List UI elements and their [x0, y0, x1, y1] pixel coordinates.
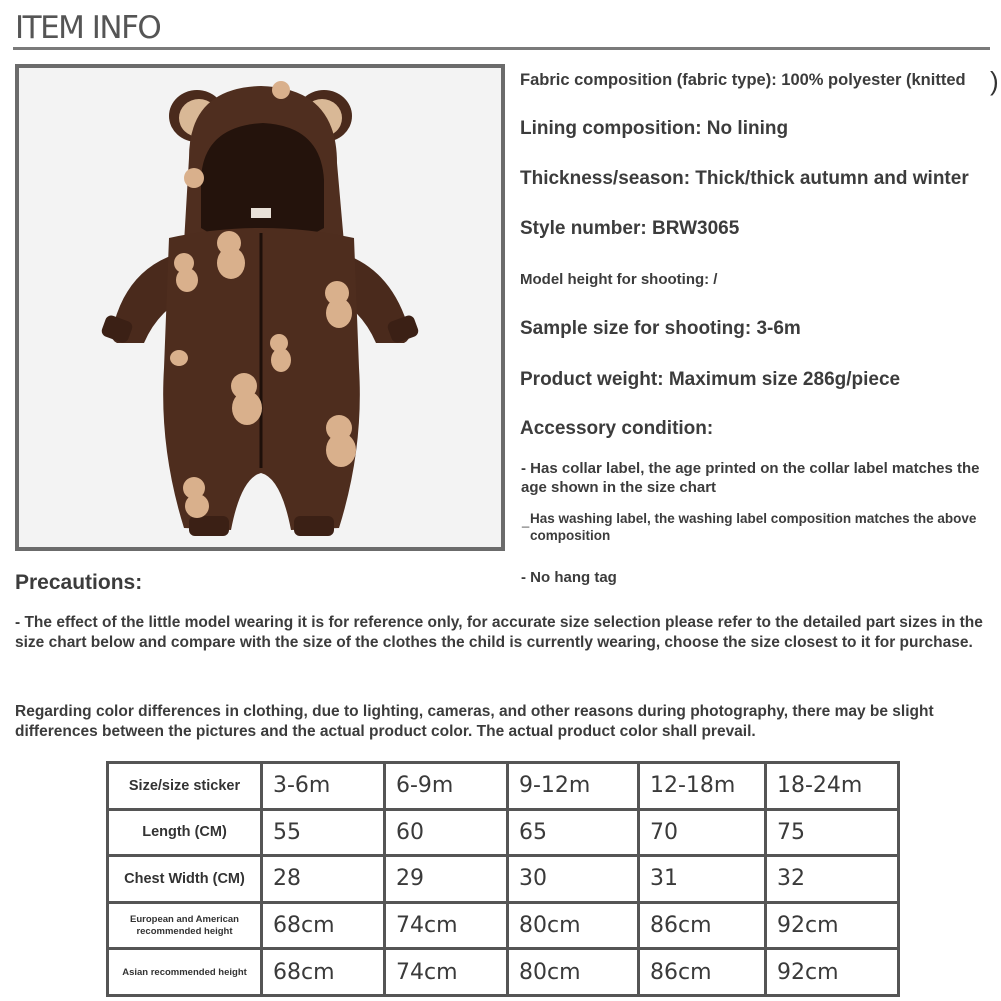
- table-cell: 12-18m: [639, 763, 766, 810]
- table-cell: 6-9m: [385, 763, 508, 810]
- table-cell: 3-6m: [262, 763, 385, 810]
- table-cell: 70: [639, 809, 766, 856]
- table-cell: 92cm: [766, 902, 899, 949]
- table-cell: 55: [262, 809, 385, 856]
- table-cell: 65: [508, 809, 639, 856]
- fabric-closing-paren: ): [990, 66, 999, 96]
- fabric-composition: Fabric composition (fabric type): 100% polyester (knitted: [520, 71, 966, 89]
- model-height: Model height for shooting: /: [520, 271, 718, 288]
- table-row: [108, 902, 899, 949]
- row-header: Chest Width (CM): [108, 856, 262, 903]
- table-cell: 32: [766, 856, 899, 903]
- table-cell: 9-12m: [508, 763, 639, 810]
- table-cell: 68cm: [262, 902, 385, 949]
- table-cell: 30: [508, 856, 639, 903]
- precaution-color-note: Regarding color differences in clothing, due to lighting, cameras, and other reasons during photography, there may be slight differences between the pictures and the actual product color. The actual product color shall prevail.: [15, 703, 934, 740]
- row-header: Size/size sticker: [108, 763, 262, 810]
- table-cell: 31: [639, 856, 766, 903]
- table-cell: 29: [385, 856, 508, 903]
- table-row: [108, 949, 899, 996]
- accessory-collar-label: - Has collar label, the age printed on the collar label matches the age shown in the size chart: [521, 460, 980, 496]
- table-row: [108, 809, 899, 856]
- sample-size: Sample size for shooting: 3-6m: [520, 318, 801, 339]
- table-row: [108, 763, 899, 810]
- table-cell: 75: [766, 809, 899, 856]
- table-cell: 86cm: [639, 902, 766, 949]
- table-cell: 92cm: [766, 949, 899, 996]
- table-cell: 74cm: [385, 902, 508, 949]
- precautions-title: Precautions:: [15, 571, 143, 594]
- page-title: ITEM INFO: [15, 10, 161, 46]
- precaution-size-note: - The effect of the little model wearing it is for reference only, for accurate size selection please refer to the detailed part sizes in the size chart below and compare with the size of the clothes the child is currently wearing, choose the size closest to it for purchase.: [15, 614, 983, 651]
- accessory-washing-label: Has washing label, the washing label composition matches the above composition: [530, 511, 977, 543]
- size-chart-table: [106, 761, 900, 997]
- row-header: Asian recommended height: [108, 949, 262, 996]
- table-cell: 28: [262, 856, 385, 903]
- thickness-season: Thickness/season: Thick/thick autumn and winter: [520, 168, 969, 189]
- table-cell: 18-24m: [766, 763, 899, 810]
- onesie-illustration: [19, 68, 501, 547]
- table-cell: 60: [385, 809, 508, 856]
- title-divider: [13, 47, 990, 50]
- product-photo: [15, 64, 505, 551]
- table-row: [108, 856, 899, 903]
- accessory-hang-tag: - No hang tag: [521, 569, 617, 586]
- accessory-condition-title: Accessory condition:: [520, 418, 714, 439]
- accessory-washing-dash: _: [522, 513, 530, 528]
- table-cell: 80cm: [508, 902, 639, 949]
- table-cell: 74cm: [385, 949, 508, 996]
- table-cell: 80cm: [508, 949, 639, 996]
- row-header: European and American recommended height: [108, 902, 262, 949]
- row-header: Length (CM): [108, 809, 262, 856]
- style-number: Style number: BRW3065: [520, 218, 740, 239]
- product-weight: Product weight: Maximum size 286g/piece: [520, 369, 901, 390]
- table-cell: 86cm: [639, 949, 766, 996]
- lining-composition: Lining composition: No lining: [520, 118, 789, 139]
- table-cell: 68cm: [262, 949, 385, 996]
